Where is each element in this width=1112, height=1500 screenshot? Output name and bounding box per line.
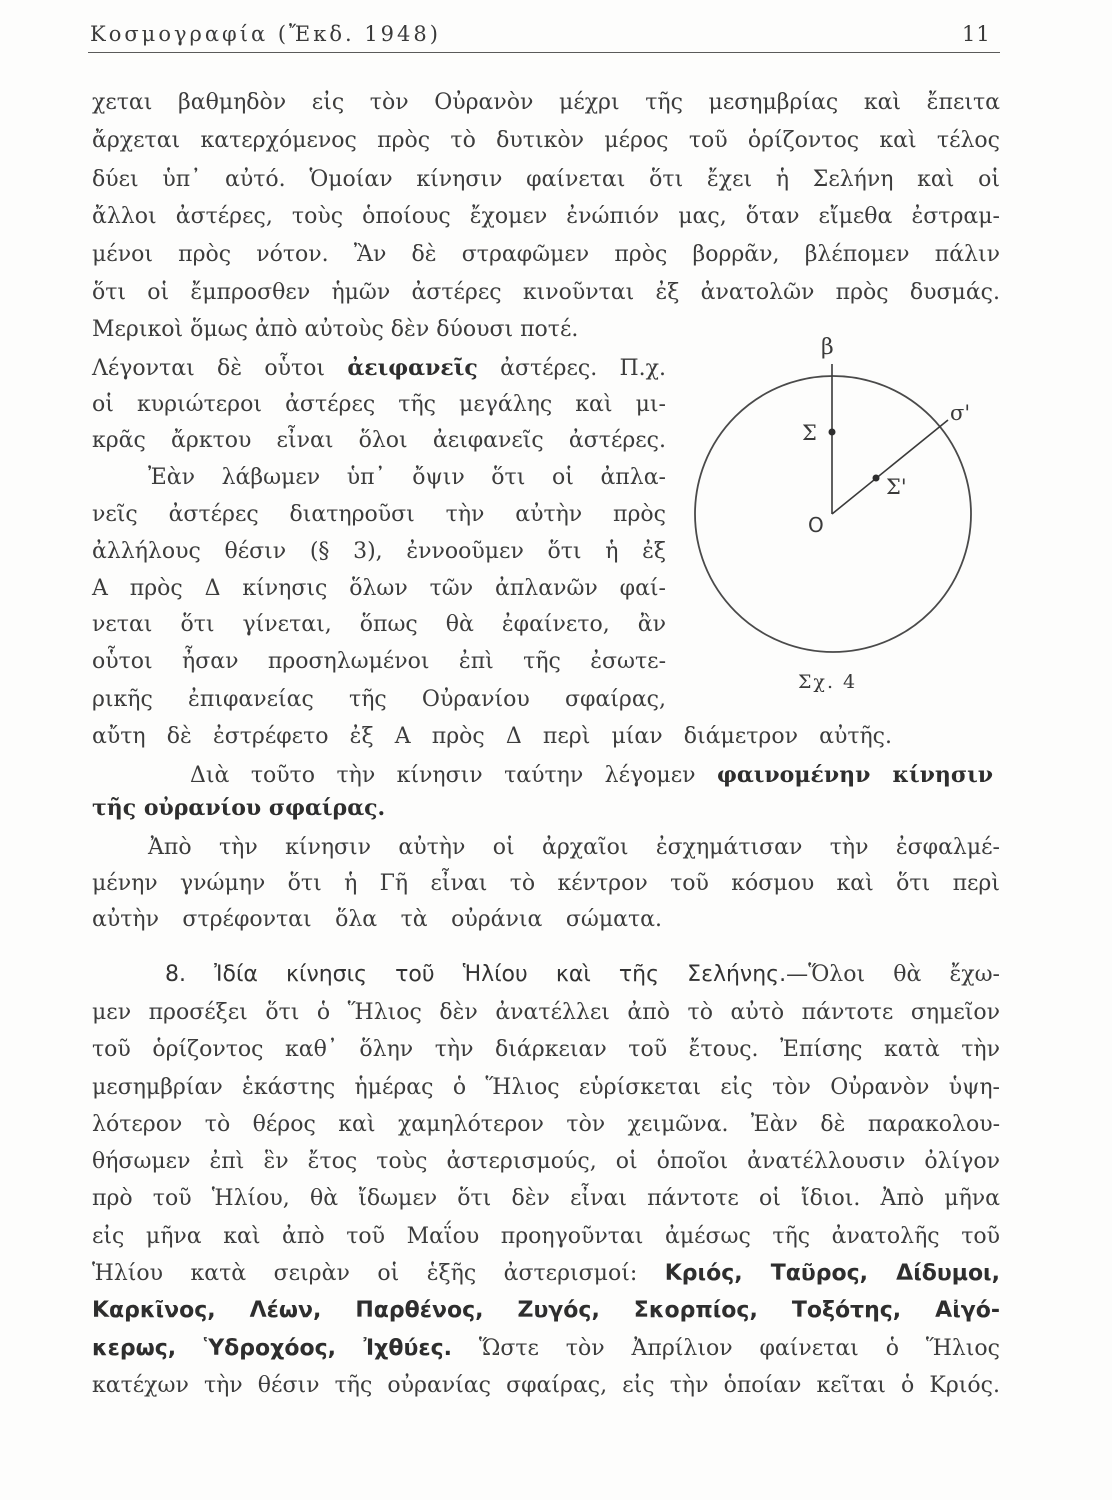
- text-line: εἰς μῆνα καὶ ἀπὸ τοῦ Μαΐου προηγοῦνται ἀμέσως τῆς ἀνατολῆς τοῦ: [92, 1224, 1000, 1249]
- header-rule: [88, 52, 1000, 53]
- text-line: Μερικοὶ ὅμως ἀπὸ αὐτοὺς δὲν δύουσι ποτέ.: [92, 317, 579, 342]
- text-line: οὗτοι ἦσαν προσηλωμένοι ἐπὶ τῆς ἐσωτε-: [92, 649, 666, 674]
- text-line: νεται ὅτι γίνεται, ὅπως θὰ ἐφαίνετο, ἂν: [92, 612, 666, 637]
- star-prime-point: [873, 475, 880, 482]
- text-segment: Ὥστε τὸν Ἀπρίλιον φαίνεται ὁ Ἥλιος: [451, 1336, 1000, 1361]
- text-line: [165, 957, 1000, 993]
- text-line: ἄρχεται κατερχόμενος πρὸς τὸ δυτικὸν μέρος τοῦ ὁρίζοντος καὶ τέλος: [92, 128, 1000, 153]
- text-line: ἄλλοι ἀστέρες, τοὺς ὁποίους ἔχομεν ἐνώπιόν μας, ὅταν εἴμεθα ἐστραμ-: [92, 204, 1000, 229]
- emphasized-term: τῆς οὐρανίου σφαίρας.: [92, 795, 386, 821]
- text-line: μεν προσέξει ὅτι ὁ Ἥλιος δὲν ἀνατέλλει ἀπὸ τὸ αὐτὸ πάντοτε σημεῖον: [92, 1000, 1000, 1025]
- emphasized-term: φαινομένην κίνησιν: [716, 762, 994, 788]
- text-line: θήσωμεν ἐπὶ ἓν ἔτος τοὺς ἀστερισμούς, οἱ ὁποῖοι ἀνατέλλουσιν ὀλίγον: [92, 1149, 1000, 1174]
- text-line: [92, 1331, 1000, 1367]
- text-line: χεται βαθμηδὸν εἰς τὸν Οὐρανὸν μέχρι τῆς μεσημβρίας καὶ ἔπειτα: [92, 90, 1000, 115]
- text-line: μένην γνώμην ὅτι ἡ Γῆ εἶναι τὸ κέντρον τοῦ κόσμου καὶ ὅτι περὶ: [92, 871, 1000, 896]
- diagonal-line: [832, 420, 948, 514]
- label-center: O: [808, 513, 824, 537]
- text-segment: Διὰ τοῦτο τὴν κίνησιν ταύτην λέγομεν: [190, 763, 717, 788]
- text-line: οἱ κυριώτεροι ἀστέρες τῆς μεγάλης καὶ μι-: [92, 392, 666, 417]
- text-line: ρικῆς ἐπιφανείας τῆς Οὐρανίου σφαίρας,: [92, 687, 666, 712]
- running-title: Κοσμογραφία (Ἔκδ. 1948): [90, 22, 441, 46]
- constellation-names: Κριός, Ταῦρος, Δίδυμοι,: [664, 1261, 1000, 1286]
- text-line: μεσημβρίαν ἑκάστης ἡμέρας ὁ Ἥλιος εὑρίσκεται εἰς τὸν Οὐρανὸν ὑψη-: [92, 1075, 1000, 1100]
- text-line: λότερον τὸ θέρος καὶ χαμηλότερον τὸν χειμῶνα. Ἐὰν δὲ παρακολου-: [92, 1112, 1000, 1137]
- text-line: Α πρὸς Δ κίνησις ὅλων τῶν ἀπλανῶν φαί-: [92, 576, 666, 601]
- text-line: κρᾶς ἄρκτου εἶναι ὅλοι ἀειφανεῖς ἀστέρες.: [92, 428, 666, 453]
- text-line: [92, 1256, 1000, 1292]
- constellation-names: Καρκῖνος, Λέων, Παρθένος, Ζυγός, Σκορπίος, Τοξότης, Αἰγό-: [92, 1298, 1000, 1323]
- emphasized-term: ἀειφανεῖς: [347, 355, 478, 381]
- text-segment: ἀστέρες. Π.χ.: [477, 356, 666, 381]
- text-line: νεῖς ἀστέρες διατηροῦσι τὴν αὐτὴν πρὸς: [92, 502, 666, 527]
- text-line: πρὸ τοῦ Ἡλίου, θὰ ἴδωμεν ὅτι δὲν εἶναι πάντοτε οἱ ἴδιοι. Ἀπὸ μῆνα: [92, 1186, 1000, 1211]
- section-heading: 8. Ἰδία κίνησις τοῦ Ἡλίου καὶ τῆς Σελήνης.: [165, 962, 787, 987]
- text-line: κατέχων τὴν θέσιν τῆς οὐρανίας σφαίρας, εἰς τὴν ὁποίαν κεῖται ὁ Κριός.: [92, 1373, 1000, 1398]
- label-star: Σ: [802, 421, 817, 445]
- label-circle-point: σ': [950, 401, 971, 425]
- label-star-prime: Σ': [886, 475, 907, 499]
- text-segment: Λέγονται δὲ οὗτοι: [92, 356, 348, 381]
- page-number: 11: [962, 22, 991, 46]
- text-line: αὐτὴν στρέφονται ὅλα τὰ οὐράνια σώματα.: [92, 907, 662, 932]
- text-line: αὔτη δὲ ἐστρέφετο ἐξ Α πρὸς Δ περὶ μίαν διάμετρον αὐτῆς.: [92, 724, 892, 749]
- text-line: [92, 350, 666, 386]
- text-line: μένοι πρὸς νότον. Ἂν δὲ στραφῶμεν πρὸς βορρᾶν, βλέπομεν πάλιν: [92, 242, 1000, 267]
- star-point: [829, 429, 836, 436]
- text-line: Ἐὰν λάβωμεν ὑπ᾿ ὄψιν ὅτι οἱ ἀπλα-: [148, 465, 666, 490]
- text-line: [190, 757, 993, 793]
- text-segment: —Ὅλοι θὰ ἔχω-: [786, 962, 1000, 987]
- text-line: Ἀπὸ τὴν κίνησιν αὐτὴν οἱ ἀρχαῖοι ἐσχημάτισαν τὴν ἐσφαλμέ-: [148, 835, 1000, 860]
- text-line: ὅτι οἱ ἔμπροσθεν ἡμῶν ἀστέρες κινοῦνται ἐξ ἀνατολῶν πρὸς δυσμάς.: [92, 280, 1000, 305]
- constellation-names: κερως, Ὑδροχόος, Ἰχθύες.: [92, 1336, 452, 1361]
- figure-caption: Σχ. 4: [798, 671, 858, 693]
- text-segment: Ἡλίου κατὰ σειρὰν οἱ ἑξῆς ἀστερισμοί:: [92, 1261, 665, 1286]
- figure-4-diagram: [680, 330, 1000, 710]
- text-line: ἀλλήλους θέσιν (§ 3), ἐννοοῦμεν ὅτι ἡ ἐξ: [92, 539, 666, 564]
- text-line: δύει ὑπ᾿ αὐτό. Ὁμοίαν κίνησιν φαίνεται ὅτι ἔχει ἡ Σελήνη καὶ οἱ: [92, 167, 1000, 192]
- text-line: τοῦ ὁρίζοντος καθ᾿ ὅλην τὴν διάρκειαν τοῦ ἔτους. Ἐπίσης κατὰ τὴν: [92, 1037, 1000, 1062]
- label-top: β: [821, 335, 834, 360]
